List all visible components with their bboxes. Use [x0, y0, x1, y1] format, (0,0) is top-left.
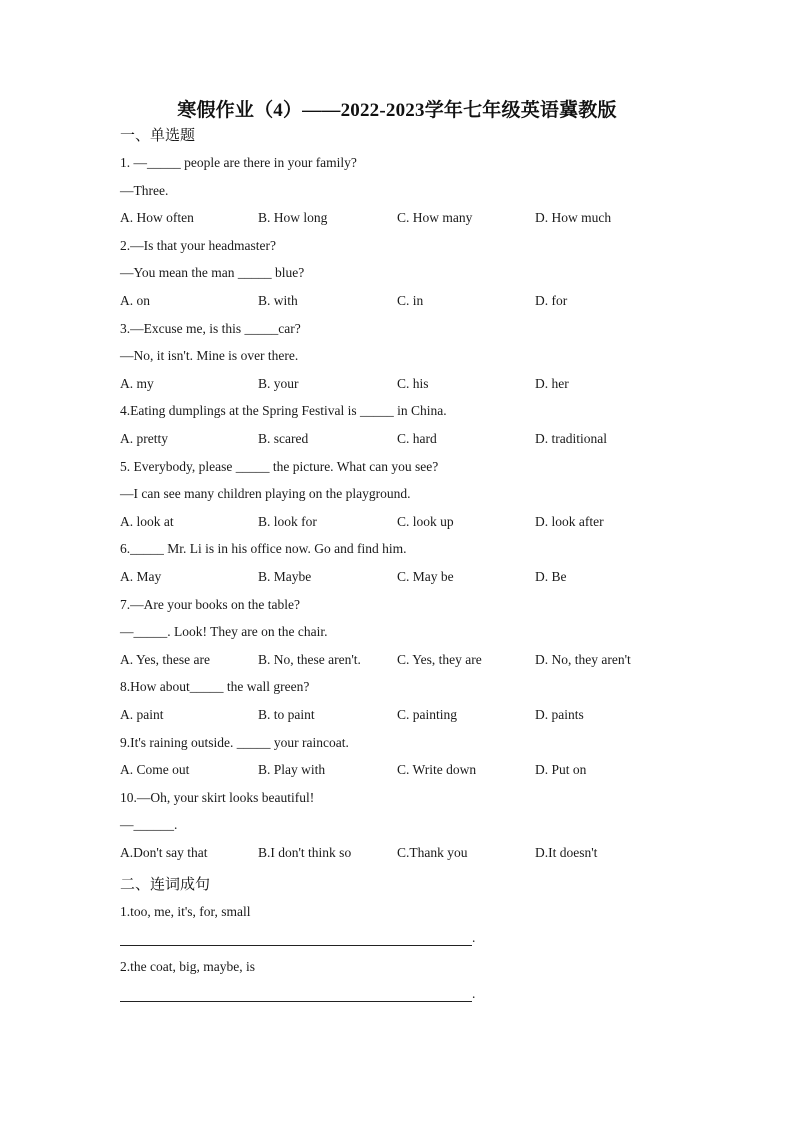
- question-5-stem: 5. Everybody, please _____ the picture. What can you see?: [120, 459, 439, 474]
- question-10-option-d: D.It doesn't: [535, 845, 598, 860]
- question-3-option-c: C. his: [397, 376, 429, 391]
- question-4-option-d: D. traditional: [535, 431, 607, 446]
- section-heading-single-choice: 一、单选题: [120, 128, 196, 144]
- sentence-1-answer-line[interactable]: [120, 945, 472, 946]
- question-2-option-d: D. for: [535, 293, 568, 308]
- question-9-option-a: A. Come out: [120, 762, 190, 777]
- question-6-option-a: A. May: [120, 569, 162, 584]
- question-9-stem: 9.It's raining outside. _____ your raincoat.: [120, 735, 349, 750]
- question-2-option-c: C. in: [397, 293, 424, 308]
- question-6-option-b: B. Maybe: [258, 569, 312, 584]
- question-7-option-b: B. No, these aren't.: [258, 652, 361, 667]
- question-7-reply: —_____. Look! They are on the chair.: [120, 624, 328, 639]
- question-3-option-d: D. her: [535, 376, 569, 391]
- sentence-1-period: .: [472, 930, 476, 945]
- question-7-option-c: C. Yes, they are: [397, 652, 482, 667]
- question-5-option-a: A. look at: [120, 514, 174, 529]
- question-3-reply: —No, it isn't. Mine is over there.: [120, 348, 299, 363]
- question-8-option-b: B. to paint: [258, 707, 315, 722]
- section-heading-sentence-building: 二、连词成句: [120, 877, 211, 893]
- question-5-option-b: B. look for: [258, 514, 317, 529]
- question-1-reply: —Three.: [120, 183, 169, 198]
- sentence-2-answer-line[interactable]: [120, 1001, 472, 1002]
- question-2-reply: —You mean the man _____ blue?: [120, 265, 305, 280]
- sentence-1-prompt: 1.too, me, it's, for, small: [120, 904, 251, 919]
- question-5-option-c: C. look up: [397, 514, 454, 529]
- question-10-stem: 10.—Oh, your skirt looks beautiful!: [120, 790, 315, 805]
- question-2-option-a: A. on: [120, 293, 150, 308]
- question-5-reply: —I can see many children playing on the playground.: [120, 486, 411, 501]
- question-5-option-d: D. look after: [535, 514, 604, 529]
- question-6-option-c: C. May be: [397, 569, 454, 584]
- question-7-option-d: D. No, they aren't: [535, 652, 631, 667]
- question-6-option-d: D. Be: [535, 569, 567, 584]
- question-4-option-a: A. pretty: [120, 431, 168, 446]
- question-10-option-b: B.I don't think so: [258, 845, 352, 860]
- question-8-option-c: C. painting: [397, 707, 457, 722]
- question-10-option-c: C.Thank you: [397, 845, 468, 860]
- question-6-stem: 6._____ Mr. Li is in his office now. Go and find him.: [120, 541, 407, 556]
- question-3-option-b: B. your: [258, 376, 299, 391]
- question-3-stem: 3.—Excuse me, is this _____car?: [120, 321, 301, 336]
- question-4-option-b: B. scared: [258, 431, 309, 446]
- question-1-option-a: A. How often: [120, 210, 194, 225]
- question-9-option-b: B. Play with: [258, 762, 326, 777]
- question-10-reply: —______.: [120, 817, 178, 832]
- question-8-option-d: D. paints: [535, 707, 584, 722]
- question-7-option-a: A. Yes, these are: [120, 652, 210, 667]
- question-3-option-a: A. my: [120, 376, 154, 391]
- question-2-stem: 2.—Is that your headmaster?: [120, 238, 276, 253]
- question-1-option-d: D. How much: [535, 210, 612, 225]
- question-1-option-c: C. How many: [397, 210, 473, 225]
- question-8-stem: 8.How about_____ the wall green?: [120, 679, 310, 694]
- sentence-2-period: .: [472, 986, 476, 1001]
- question-1-stem: 1. —_____ people are there in your family?: [120, 155, 357, 170]
- question-10-option-a: A.Don't say that: [120, 845, 208, 860]
- question-4-option-c: C. hard: [397, 431, 437, 446]
- page-title: 寒假作业（4）——2022-2023学年七年级英语冀教版: [177, 100, 617, 121]
- question-9-option-d: D. Put on: [535, 762, 587, 777]
- sentence-2-prompt: 2.the coat, big, maybe, is: [120, 959, 255, 974]
- question-4-stem: 4.Eating dumplings at the Spring Festival is _____ in China.: [120, 403, 447, 418]
- question-9-option-c: C. Write down: [397, 762, 477, 777]
- question-7-stem: 7.—Are your books on the table?: [120, 597, 300, 612]
- question-1-option-b: B. How long: [258, 210, 328, 225]
- question-2-option-b: B. with: [258, 293, 298, 308]
- question-8-option-a: A. paint: [120, 707, 164, 722]
